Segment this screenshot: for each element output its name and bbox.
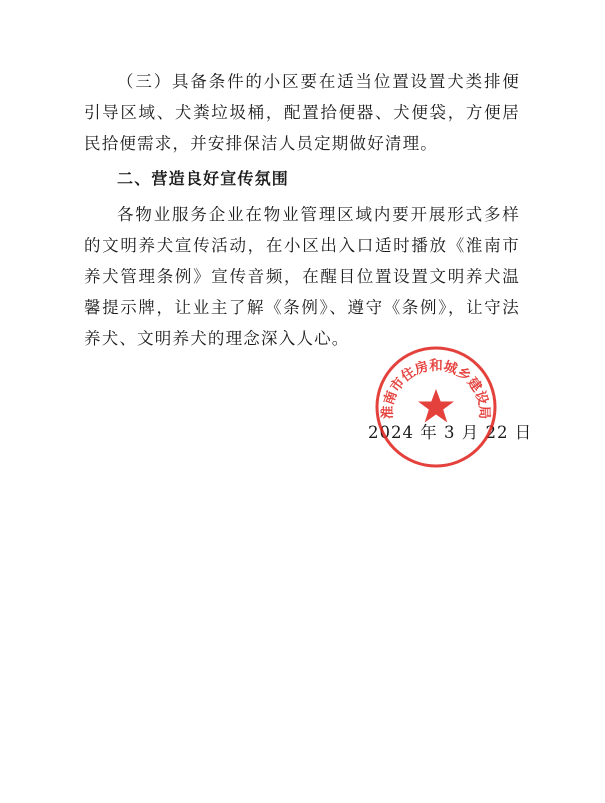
issue-date: 2024 年 3 月 22 日 [368, 423, 533, 442]
official-seal-stamp [374, 345, 498, 469]
section-heading-publicity: 二、营造良好宣传氛围 [117, 169, 290, 188]
seal-star-icon [418, 389, 454, 423]
paragraph-waste-facilities: （三）具备条件的小区要在适当位置设置犬类排便引导区域、犬粪垃圾桶，配置拾便器、犬便袋，方便居民拾便需求，并安排保洁人员定期做好清理。 [84, 72, 520, 153]
paragraph-publicity: 各物业服务企业在物业管理区域内要开展形式多样的文明养犬宣传活动，在小区出入口适时播放《淮南市养犬管理条例》宣传音频，在醒目位置设置文明养犬温馨提示牌，让业主了解《条例》、遵守《条例》，让守法养犬、文明养犬的理念深入人心。 [84, 205, 520, 348]
seal-text: 淮南市住房和城乡建设局 [379, 357, 493, 420]
